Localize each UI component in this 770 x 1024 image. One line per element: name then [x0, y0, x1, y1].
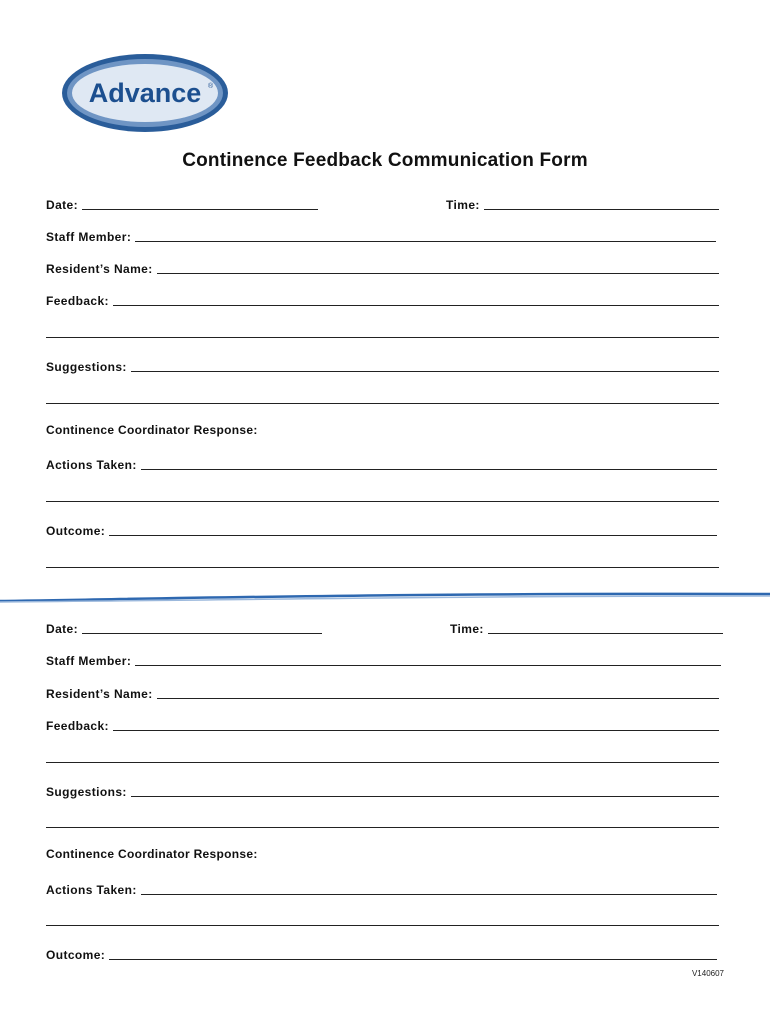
- staff-member-label: Staff Member:: [46, 230, 132, 244]
- outcome-label: Outcome:: [46, 524, 106, 538]
- suggestions-field[interactable]: [46, 354, 719, 374]
- staff-member-field[interactable]: [46, 224, 716, 244]
- date-field[interactable]: [46, 616, 322, 636]
- suggestions-label: Suggestions:: [46, 785, 127, 799]
- resident-name-label: Resident’s Name:: [46, 687, 153, 701]
- date-field[interactable]: [46, 192, 318, 212]
- outcome-label: Outcome:: [46, 948, 106, 962]
- suggestions-line-2[interactable]: [46, 827, 719, 828]
- advance-logo: [60, 52, 230, 134]
- outcome-field[interactable]: [46, 942, 717, 962]
- time-label: Time:: [450, 622, 484, 636]
- version-code: V140607: [691, 969, 724, 978]
- resident-name-field[interactable]: [46, 256, 719, 276]
- feedback-line-2[interactable]: [46, 337, 719, 338]
- feedback-field[interactable]: [46, 713, 719, 733]
- outcome-line-2[interactable]: [46, 567, 719, 568]
- time-field[interactable]: [446, 192, 719, 212]
- resident-name-label: Resident’s Name:: [46, 262, 153, 276]
- suggestions-label: Suggestions:: [46, 360, 127, 374]
- time-label: Time:: [446, 198, 480, 212]
- feedback-field[interactable]: [46, 288, 719, 308]
- outcome-field[interactable]: [46, 518, 717, 538]
- staff-member-label: Staff Member:: [46, 654, 132, 668]
- actions-taken-label: Actions Taken:: [46, 883, 137, 897]
- section-divider: [0, 590, 770, 604]
- form-title: Continence Feedback Communication Form: [182, 150, 588, 171]
- resident-name-field[interactable]: [46, 681, 719, 701]
- actions-taken-field[interactable]: [46, 452, 717, 472]
- actions-taken-field[interactable]: [46, 877, 717, 897]
- time-field[interactable]: [450, 616, 723, 636]
- suggestions-line-2[interactable]: [46, 403, 719, 404]
- actions-line-2[interactable]: [46, 501, 719, 502]
- suggestions-field[interactable]: [46, 779, 719, 799]
- feedback-line-2[interactable]: [46, 762, 719, 763]
- staff-member-field[interactable]: [46, 648, 721, 668]
- coordinator-response-heading: Continence Coordinator Response:: [46, 847, 258, 861]
- actions-line-2[interactable]: [46, 925, 719, 926]
- logo-registered-mark: ®: [208, 83, 214, 90]
- feedback-label: Feedback:: [46, 294, 109, 308]
- actions-taken-label: Actions Taken:: [46, 458, 137, 472]
- date-label: Date:: [46, 622, 79, 636]
- date-label: Date:: [46, 198, 79, 212]
- logo-text: Advance: [88, 78, 202, 108]
- feedback-label: Feedback:: [46, 719, 109, 733]
- coordinator-response-heading: Continence Coordinator Response:: [46, 423, 258, 437]
